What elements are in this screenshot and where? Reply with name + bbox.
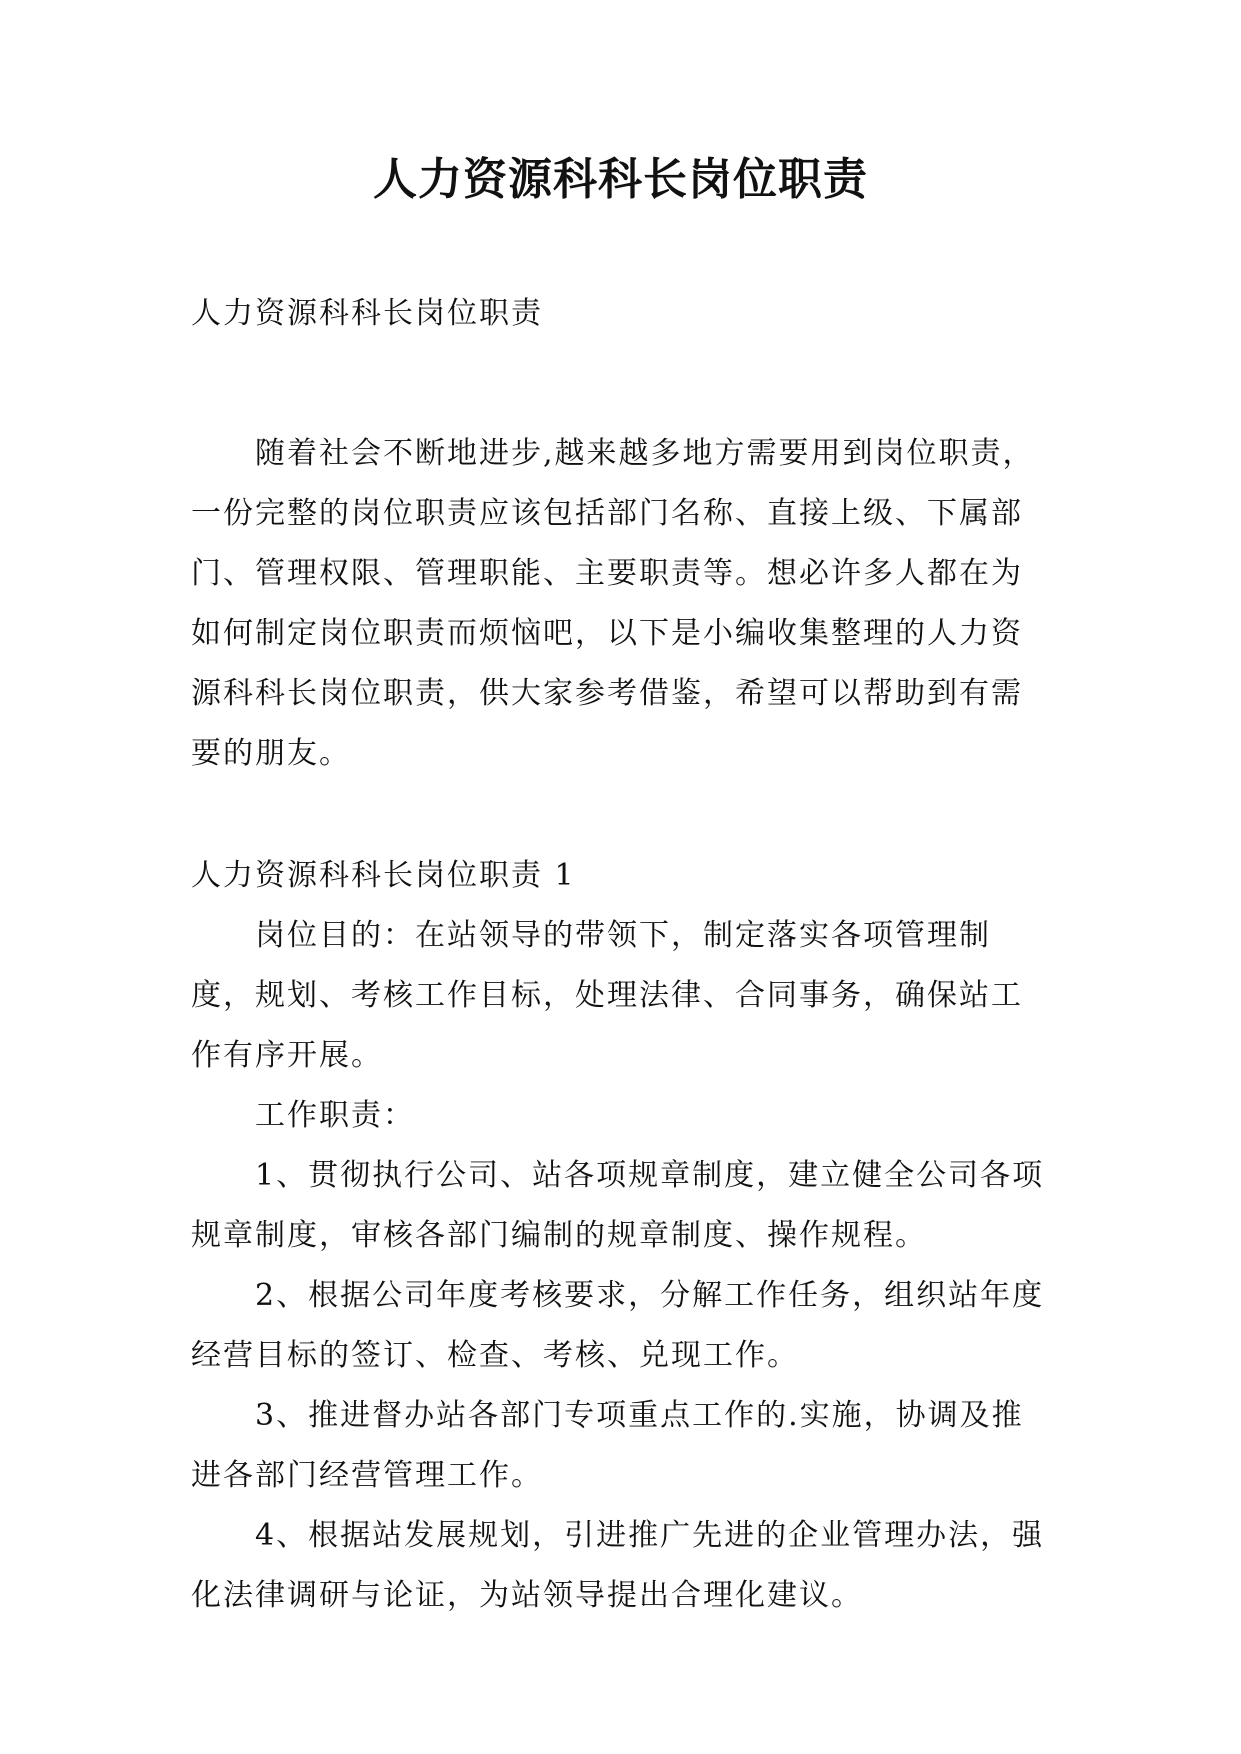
section-heading: 人力资源科科长岗位职责 1 <box>191 858 576 893</box>
spacer <box>191 784 1053 846</box>
spacer <box>191 344 1053 424</box>
duty-item: 1、贯彻执行公司、站各项规章制度，建立健全公司各项规章制度，审核各部门编制的规章制度、操作规程。 <box>191 1158 1045 1253</box>
purpose-paragraph: 岗位目的：在站领导的带领下，制定落实各项管理制度，规划、考核工作目标，处理法律、合同事务，确保站工作有序开展。 <box>191 918 1023 1073</box>
document-subtitle: 人力资源科科长岗位职责 <box>191 296 543 331</box>
duty-item: 2、根据公司年度考核要求，分解工作任务，组织站年度经营目标的签订、检查、考核、兑现工作。 <box>191 1278 1045 1373</box>
intro-paragraph: 随着社会不断地进步,越来越多地方需要用到岗位职责，一份完整的岗位职责应该包括部门名称、直接上级、下属部门、管理权限、管理职能、主要职责等。想必许多人都在为如何制定岗位职责而烦恼吧，以下是小编收集整理的人力资源科科长岗位职责，供大家参考借鉴，希望可以帮助到有需要的朋友。 <box>191 436 1035 771</box>
duties-label: 工作职责： <box>255 1098 415 1133</box>
document-body <box>191 284 1053 1626</box>
duty-item: 4、根据站发展规划，引进推广先进的企业管理办法，强化法律调研与论证，为站领导提出合理化建议。 <box>191 1518 1045 1613</box>
document-title: 人力资源科科长岗位职责 <box>373 154 868 205</box>
duty-item: 3、推进督办站各部门专项重点工作的.实施，协调及推进各部门经营管理工作。 <box>191 1398 1024 1493</box>
